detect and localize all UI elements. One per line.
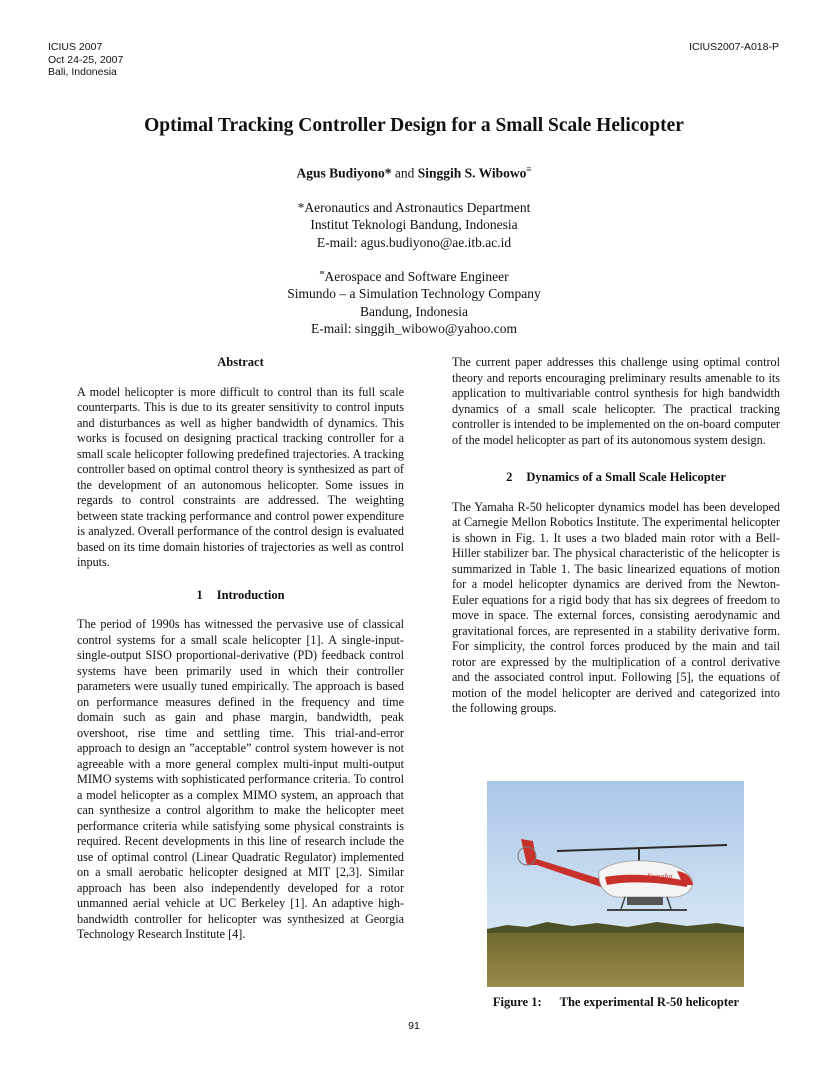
section-1-text: The period of 1990s has witnessed the pervasive use of classical control systems for a small scale helicopter [1]. A single-input-single-output SISO proportional-derivative (PD) feedback control systems have been primarily used in which their controller parameters were usually tuned empirically. The approach is based on performance measures defined in the frequency and time domain such as gain and phase margin, bandwidth, peak overshoot, rise time and settling time. This trial-and-error approach to design an ”acceptable” control system however is not agreeable with a more general complex multi-input multi-output MIMO systems with sophisticated performance criteria. To control a model helicopter as a complex MIMO system, an approach that can synthesize a control algorithm to make the helicopter meet performance criteria while satisfying some physical constraints is required. Recent developments in this line of research include the use of optimal control (Linear Quadratic Regulator) implemented on a small aerobatic helicopter designed at MIT [2,3]. Similar approach has been also independently developed for a rotor unmanned aerial vehicle at UC Berkeley [1]. An adaptive high-bandwidth controller for helicopter was synthesized at Georgia Technology Research Institute [4].	[77, 617, 404, 941]
affiliation-2-company: Simundo – a Simulation Technology Company	[287, 286, 541, 302]
affiliation-1-institution: Institut Teknologi Bandung, Indonesia	[310, 217, 518, 233]
affiliation-2	[0, 268, 828, 338]
affiliation-2-mark: ≡	[319, 267, 325, 278]
affiliation-1	[0, 199, 828, 251]
left-column	[77, 355, 404, 943]
author-line	[0, 164, 828, 182]
conference-name: ICIUS 2007	[48, 41, 103, 53]
author-1: Agus Budiyono*	[296, 165, 392, 181]
section-1-heading	[77, 588, 404, 604]
grass-field	[487, 933, 744, 987]
figure-caption-text: The experimental R-50 helicopter	[559, 995, 740, 1009]
helicopter-photo-graphic	[487, 781, 744, 987]
section-2-title: Dynamics of a Small Scale Helicopter	[526, 470, 726, 484]
conference-location: Bali, Indonesia	[48, 66, 117, 79]
right-column	[452, 355, 780, 717]
section-1-title: Introduction	[216, 587, 285, 602]
paper-title: Optimal Tracking Controller Design for a Small Scale Helicopter	[144, 115, 684, 136]
affiliation-2-email: E-mail: singgih_wibowo@yahoo.com	[311, 321, 517, 337]
affiliation-1-email: E-mail: agus.budiyono@ae.itb.ac.id	[316, 234, 512, 250]
helicopter-photo	[487, 781, 744, 987]
section-1-number: 1	[196, 587, 203, 602]
figure-label: Figure 1:	[492, 995, 542, 1009]
section-2-text: The Yamaha R-50 helicopter dynamics model has been developed at Carnegie Mellon Robotics Institute. The experimental helicopter is shown in Fig. 1. It uses a two bladed main rotor with a Bell-Hiller stabilizer bar. The physical characteristic of the helicopter is summarized in Table 1. The basic linearized equations of motion for a model helicopter dynamics are derived from the Newton-Euler equations for a rigid body that has six degrees of freedom to move in space. The external forces, consisting aerodynamic and gravitational forces, are represented in a stability derivative form. For simplicity, the control forces produced by the main and tail rotor are expressed by the multiplication of a control derivative and the associated control input. Following [5], the equations of motion of the model helicopter are derived and categorized into the following groups.	[452, 499, 780, 715]
affiliation-2-city: Bandung, Indonesia	[360, 303, 468, 319]
conference-dates: Oct 24-25, 2007	[48, 53, 124, 66]
author-conjunction: and	[394, 165, 415, 181]
payload-box	[627, 897, 663, 905]
photo-logo-text: Yamaha	[647, 872, 673, 881]
section-2-number: 2	[506, 470, 513, 484]
affiliation-1-dept: *Aeronautics and Astronautics Department	[297, 200, 531, 215]
header-left	[48, 41, 123, 79]
section-2-heading	[452, 470, 780, 486]
author-2: Singgih S. Wibowo	[417, 165, 527, 181]
abstract-heading: Abstract	[217, 355, 264, 369]
paper-id: ICIUS2007-A018-P	[689, 41, 779, 53]
figure-caption	[452, 995, 780, 1010]
intro-continuation-text: The current paper addresses this challenge using optimal control theory and reports encouraging preliminary results amenable to its application to multivariable control synthesis for high bandwidth dynamics of a small scale helicopter. The practical tracking controller is intended to be implemented on the on-board computer of the model helicopter as part of its autonomous system design.	[452, 355, 780, 447]
page-number: 91	[408, 1020, 420, 1032]
author-2-mark: ≡	[526, 164, 532, 174]
affiliation-2-role: Aerospace and Software Engineer	[324, 269, 509, 284]
affiliation-2-role-line	[0, 268, 828, 285]
abstract-text: A model helicopter is more difficult to control than its full scale counterparts. This is due to its greater sensitivity to control inputs and disturbances as well as higher bandwidth of dynamics. This works is focused on designing practical tracking controller for a small scale helicopter following predefined trajectories. A tracking controller based on optimal control theory is synthesized as part of the development of an autonomous helicopter. Some issues in regards to control constraints are addressed. The weighting between state tracking performance and control power expenditure is analyzed. Overall performance of the control design is evaluated based on its time domain histories of trajectories as well as control inputs.	[77, 384, 404, 569]
